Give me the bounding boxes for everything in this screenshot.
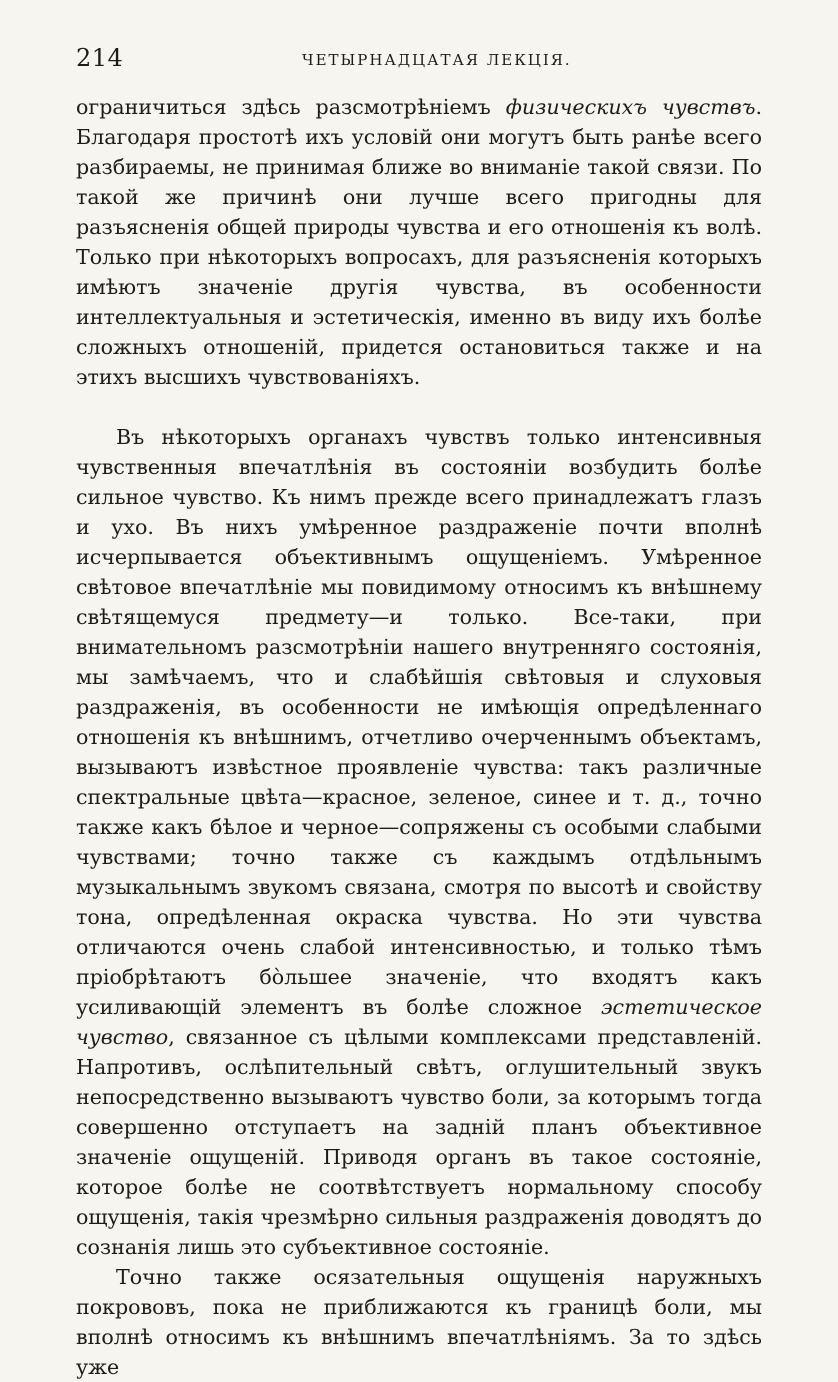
page-body	[76, 92, 762, 1382]
paragraph-1	[76, 92, 762, 392]
paragraph-2-text-after: , связанное съ цѣлыми комплексами представленій. Напротивъ, ослѣпительный свѣтъ, оглушительный звукъ непосредственно вызываютъ чувство боли, за которымъ тогда совершенно отступаетъ на задній планъ объективное значеніе ощущеній. Приводя органъ въ такое состояніе, которое болѣе не соотвѣтствуетъ нормальному способу ощущенія, такія чрезмѣрно сильныя раздраженія доводятъ до сознанія лишь это субъективное состояніе.	[76, 1025, 762, 1259]
running-title: ЧЕТЫРНАДЦАТАЯ ЛЕКЦІЯ.	[302, 51, 572, 69]
paragraph-2-emphasis: эстетическое чувство	[76, 995, 762, 1049]
paragraph-gap	[76, 392, 762, 422]
paragraph-2-text-before: Въ нѣкоторыхъ органахъ чувствъ только интенсивныя чувственныя впечатлѣнія въ состояніи возбудить болѣе сильное чувство. Къ нимъ прежде всего принадлежатъ глазъ и ухо. Въ нихъ умѣренное раздраженіе почти вполнѣ исчерпывается объективнымъ ощущеніемъ. Умѣренное свѣтовое впечатлѣніе мы повидимому относимъ къ внѣшнему свѣтящемуся предмету—и только. Все-таки, при внимательномъ разсмотрѣніи нашего внутренняго состоянія, мы замѣчаемъ, что и слабѣйшія свѣтовыя и слуховыя раздраженія, въ особенности не имѣющія опредѣленнаго отношенія къ внѣшнимъ, отчетливо очерченнымъ объектамъ, вызываютъ извѣстное проявленіе чувства: такъ различные спектральные цвѣта—красное, зеленое, синее и т. д., точно также какъ бѣлое и черное—сопряжены съ особыми слабыми чувствами; точно также съ каждымъ отдѣльнымъ музыкальнымъ звукомъ связана, смотря по высотѣ и свойству тона, опредѣленная окраска чувства. Но эти чувства отличаются очень слабой интенсивностью, и только тѣмъ пріобрѣтаютъ бо̀льшее значеніе, что входятъ какъ усиливающій элементъ въ болѣе сложное	[76, 425, 762, 1019]
paragraph-1-emphasis: физическихъ чувствъ	[505, 95, 756, 119]
paragraph-3	[76, 1262, 762, 1382]
paragraph-1-text-after: . Благодаря простотѣ ихъ условій они могутъ быть ранѣе всего разбираемы, не принимая ближе во вниманіе такой связи. По такой же причинѣ они лучше всего пригодны для разъясненія общей природы чувства и его отношенія къ волѣ. Только при нѣкоторыхъ вопросахъ, для разъясненія которыхъ имѣютъ значеніе другія чувства, въ особенности интеллектуальныя и эстетическія, именно въ виду ихъ болѣе сложныхъ отношеній, придется остановиться также и на этихъ высшихъ чувствованіяхъ.	[76, 95, 763, 389]
paragraph-3-text-before: Точно также осязательныя ощущенія наружныхъ покрововъ, пока не приближаются къ границѣ боли, мы вполнѣ относимъ къ внѣшнимъ впечатлѣніямъ. За то здѣсь уже	[76, 1265, 762, 1379]
page-header	[76, 44, 762, 84]
paragraph-2	[76, 422, 762, 1262]
page-number: 214	[76, 44, 124, 72]
paragraph-1-text-before: ограничиться здѣсь разсмотрѣніемъ	[76, 95, 506, 119]
